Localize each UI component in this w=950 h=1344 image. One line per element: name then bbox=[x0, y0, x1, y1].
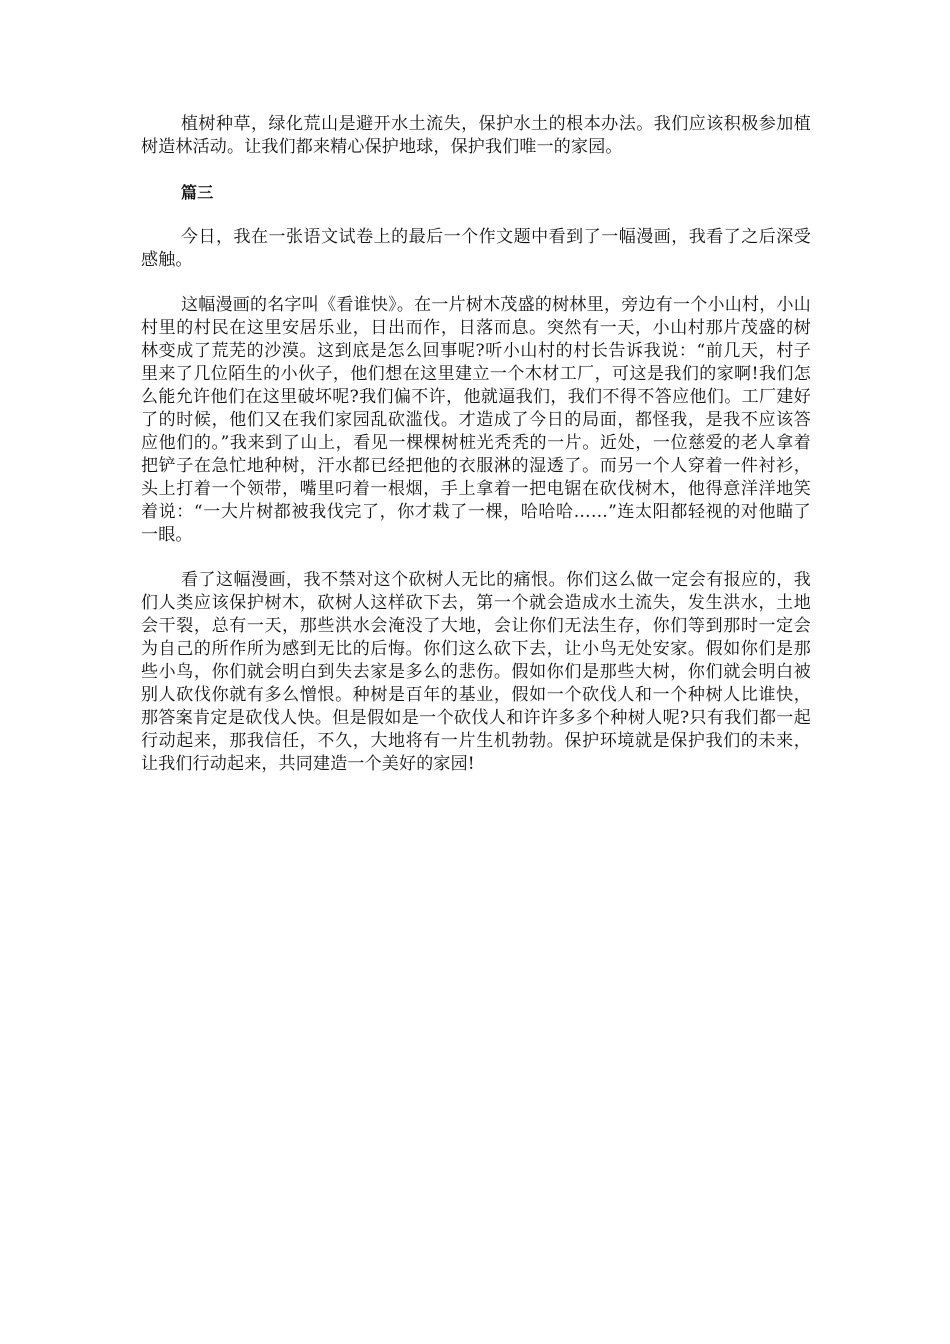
paragraph-reflection: 看了这幅漫画，我不禁对这个砍树人无比的痛恨。你们这么做一定会有报应的，我们人类应该保护树木，砍树人这样砍下去，第一个就会造成水土流失，发生洪水，土地会干裂，总有一天，那些洪水会淹没了大地，会让你们无法生存，你们等到那时一定会为自己的所作所为感到无比的后悔。你们这么砍下去，让小鸟无处安家。假如你们是那些小鸟，你们就会明白到失去家是多么的悲伤。假如你们是那些大树，你们就会明白被别人砍伐你就有多么憎恨。种树是百年的基业，假如一个砍伐人和一个种树人比谁快，那答案肯定是砍伐人快。但是假如是一个砍伐人和许许多多个种树人呢?只有我们都一起行动起来，那我信任，不久，大地将有一片生机勃勃。保护环境就是保护我们的未来，让我们行动起来，共同建造一个美好的家园! bbox=[141, 570, 811, 774]
section-heading: 篇三 bbox=[181, 183, 214, 202]
paragraph-intro: 今日，我在一张语文试卷上的最后一个作文题中看到了一幅漫画，我看了之后深受感触。 bbox=[141, 227, 811, 270]
paragraph-comic-description: 这幅漫画的名字叫《看谁快》。在一片树木茂盛的树林里，旁边有一个小山村，小山村里的村民在这里安居乐业，日出而作，日落而息。突然有一天，小山村那片茂盛的树林变成了荒芜的沙漠。这到底是怎么回事呢?听小山村的村长告诉我说：“前几天，村子里来了几位陌生的小伙子，他们想在这里建立一个木材工厂，可这是我们的家啊!我们怎么能允许他们在这里破坏呢?我们偏不许，他就逼我们，我们不得不答应他们。工厂建好了的时候，他们又在我们家园乱砍滥伐。才造成了今日的局面，都怪我，是我不应该答应他们的。”我来到了山上，看见一棵棵树桩光秃秃的一片。近处，一位慈爱的老人拿着把铲子在急忙地种树，汗水都已经把他的衣服淋的湿透了。而另一个人穿着一件衬衫，头上打着一个领带，嘴里叼着一根烟，手上拿着一把电锯在砍伐树木，他得意洋洋地笑着说：“一大片树都被我伐完了，你才栽了一棵，哈哈哈……”连太阳都轻视的对他瞄了一眼。 bbox=[141, 295, 811, 545]
document-body bbox=[141, 113, 811, 798]
paragraph-conclusion: 植树种草，绿化荒山是避开水土流失，保护水土的根本办法。我们应该积极参加植树造林活动。让我们都来精心保护地球，保护我们唯一的家园。 bbox=[141, 114, 811, 157]
